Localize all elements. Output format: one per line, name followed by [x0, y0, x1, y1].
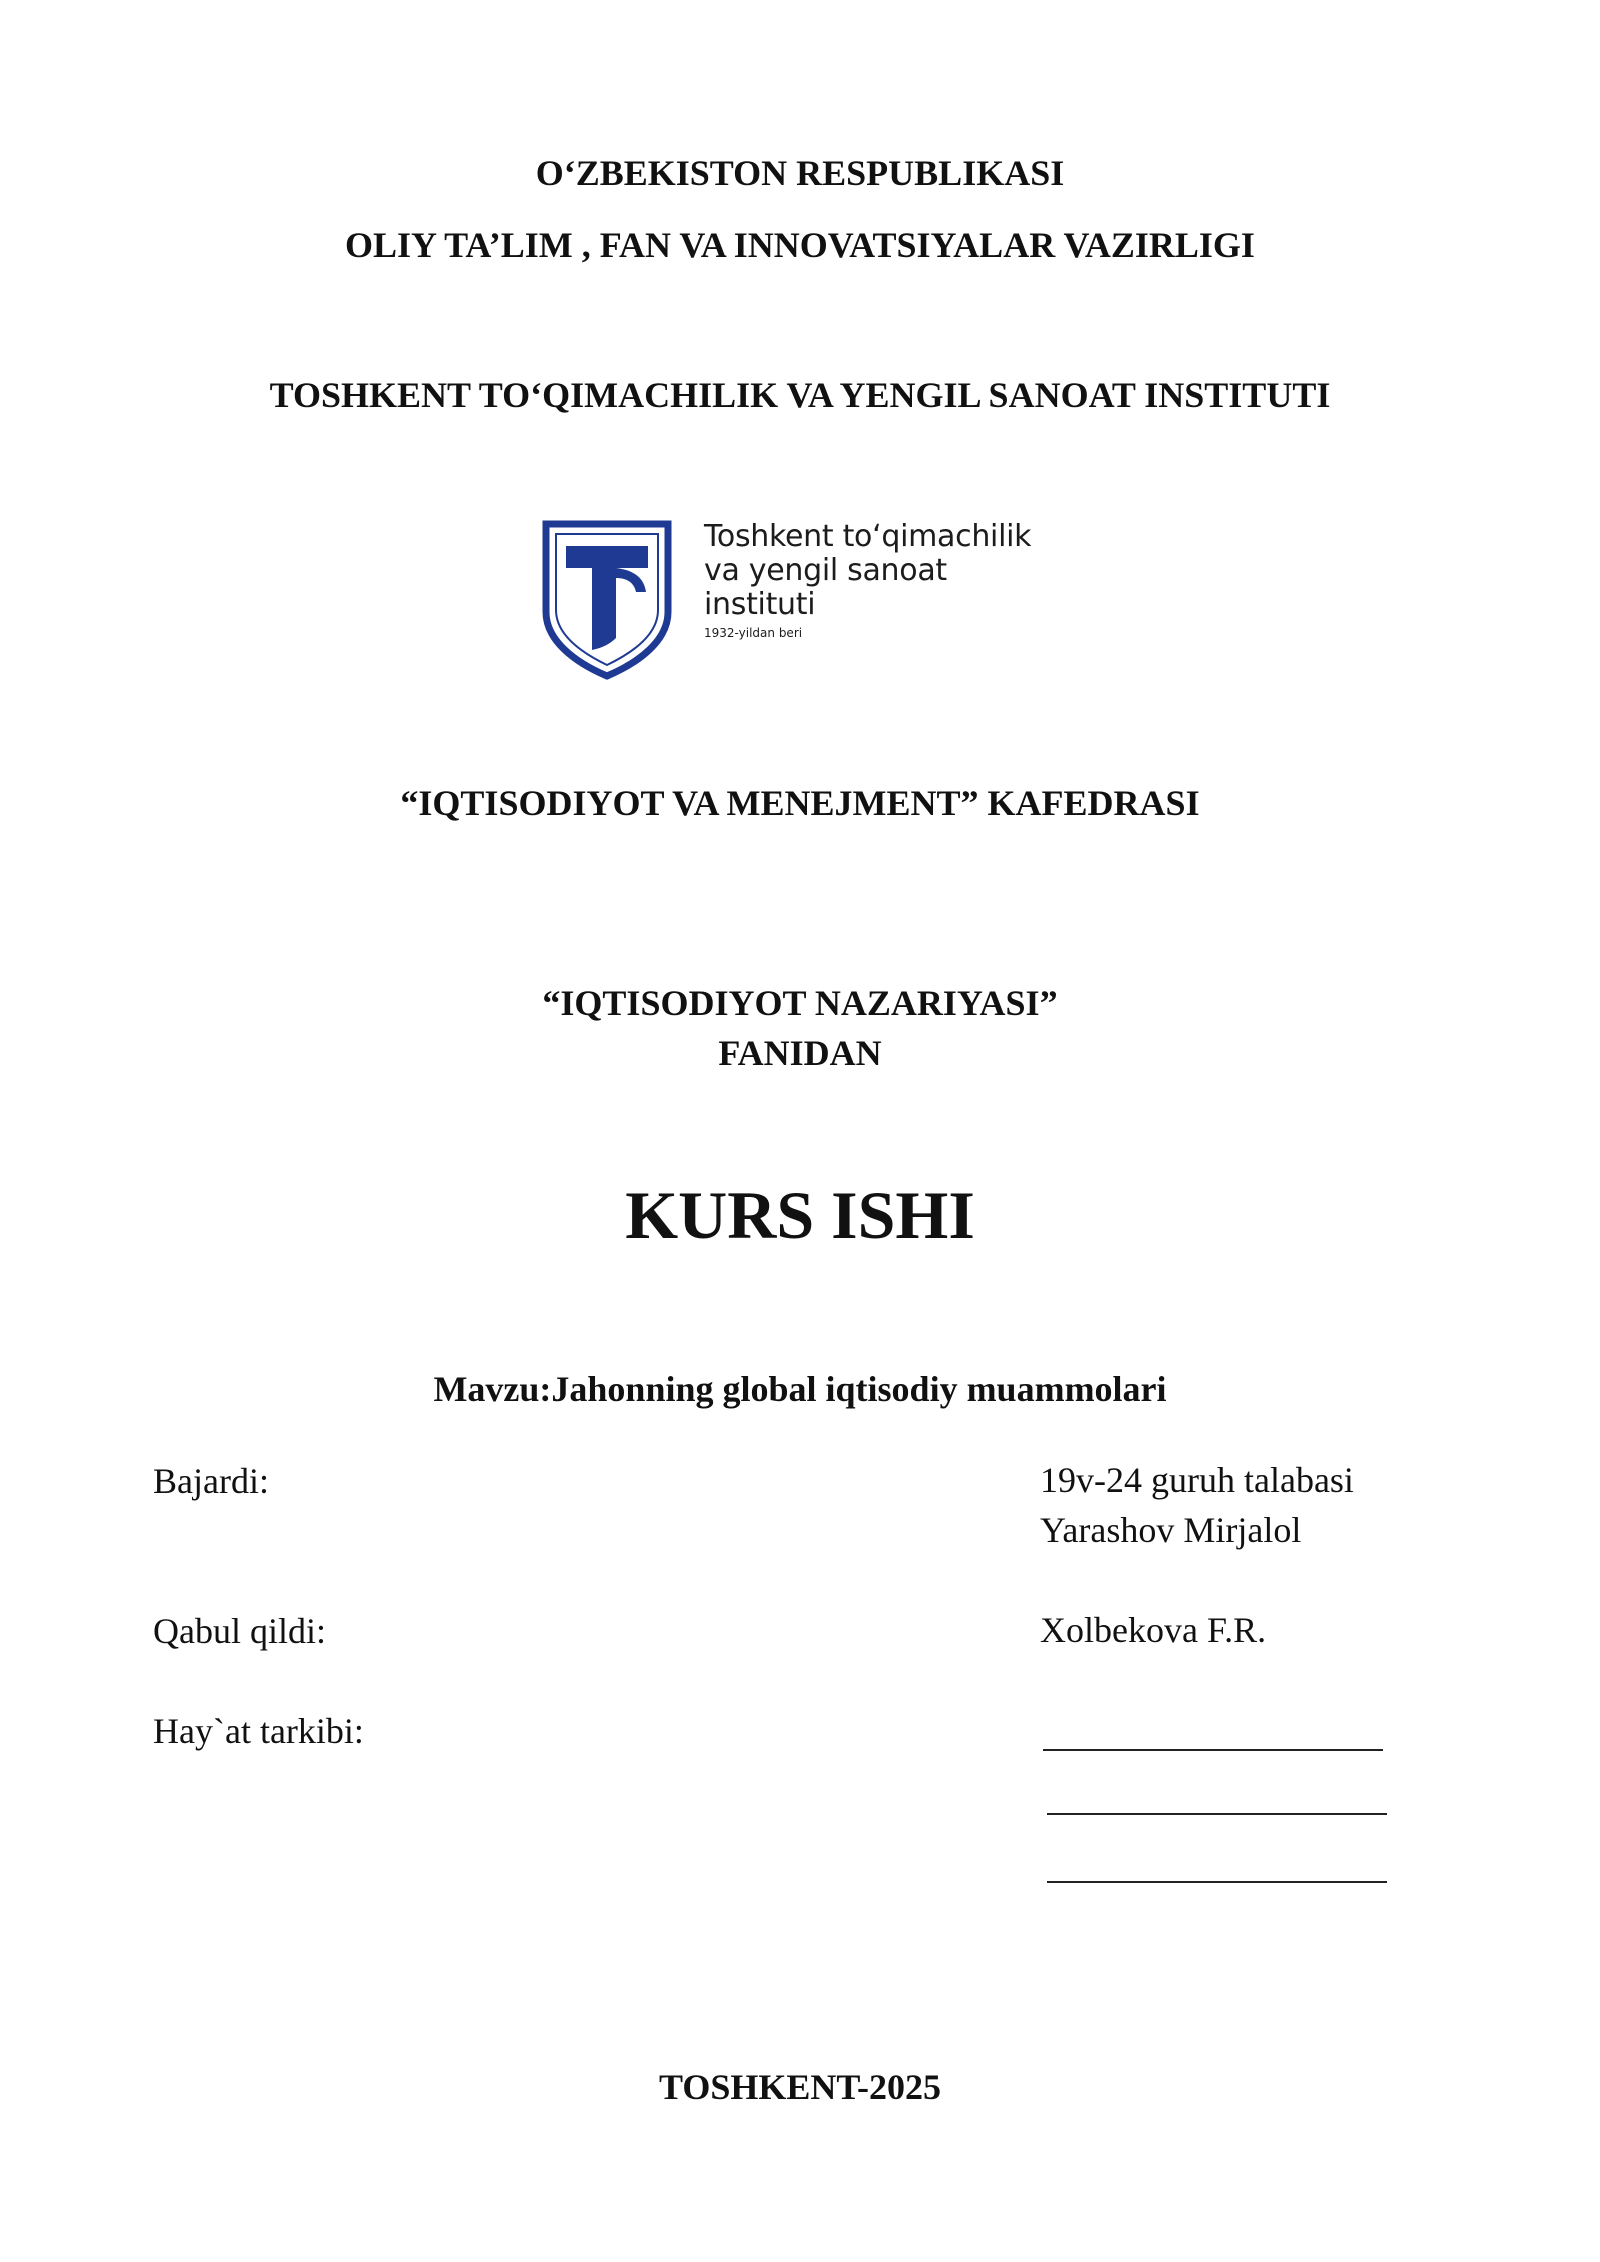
kafedra-heading: “IQTISODIYOT VA MENEJMENT” KAFEDRASI — [400, 783, 1200, 823]
teacher-name: Xolbekova F.R. — [1040, 1610, 1267, 1650]
student-group: 19v-24 guruh talabasi — [1040, 1460, 1354, 1500]
committee-signature-line-2 — [1047, 1813, 1387, 1815]
shield-t-logo-icon — [540, 520, 674, 680]
logo-line-3: instituti — [704, 587, 816, 622]
performed-value — [1040, 1455, 1354, 1555]
institute-heading: TOSHKENT TO‘QIMACHILIK VA YENGIL SANOAT INSTITUTI — [269, 375, 1331, 415]
city-year: TOSHKENT-2025 — [658, 2067, 942, 2107]
logo-wordmark — [704, 520, 1031, 642]
accepted-label: Qabul qildi: — [153, 1611, 326, 1651]
committee-signature-line-3 — [1047, 1881, 1387, 1883]
ministry-heading: OLIY TA’LIM , FAN VA INNOVATSIYALAR VAZIRLIGI — [345, 225, 1255, 265]
committee-label: Hay`at tarkibi: — [153, 1711, 364, 1751]
subject-suffix: FANIDAN — [718, 1033, 882, 1073]
performed-label: Bajardi: — [153, 1461, 269, 1501]
logo-since: 1932-yildan beri — [704, 626, 803, 640]
republic-heading: O‘ZBEKISTON RESPUBLIKASI — [535, 153, 1065, 193]
topic-line: Mavzu:Jahonning global iqtisodiy muammolari — [433, 1369, 1167, 1409]
student-name: Yarashov Mirjalol — [1040, 1510, 1302, 1550]
institute-logo — [540, 520, 1080, 680]
logo-line-1: Toshkent to‘qimachilik — [704, 519, 1032, 554]
committee-signature-line-1 — [1043, 1749, 1383, 1751]
subject-name: “IQTISODIYOT NAZARIYASI” — [542, 983, 1058, 1023]
document-title: KURS ISHI — [625, 1177, 975, 1253]
logo-line-2: va yengil sanoat — [704, 553, 947, 588]
